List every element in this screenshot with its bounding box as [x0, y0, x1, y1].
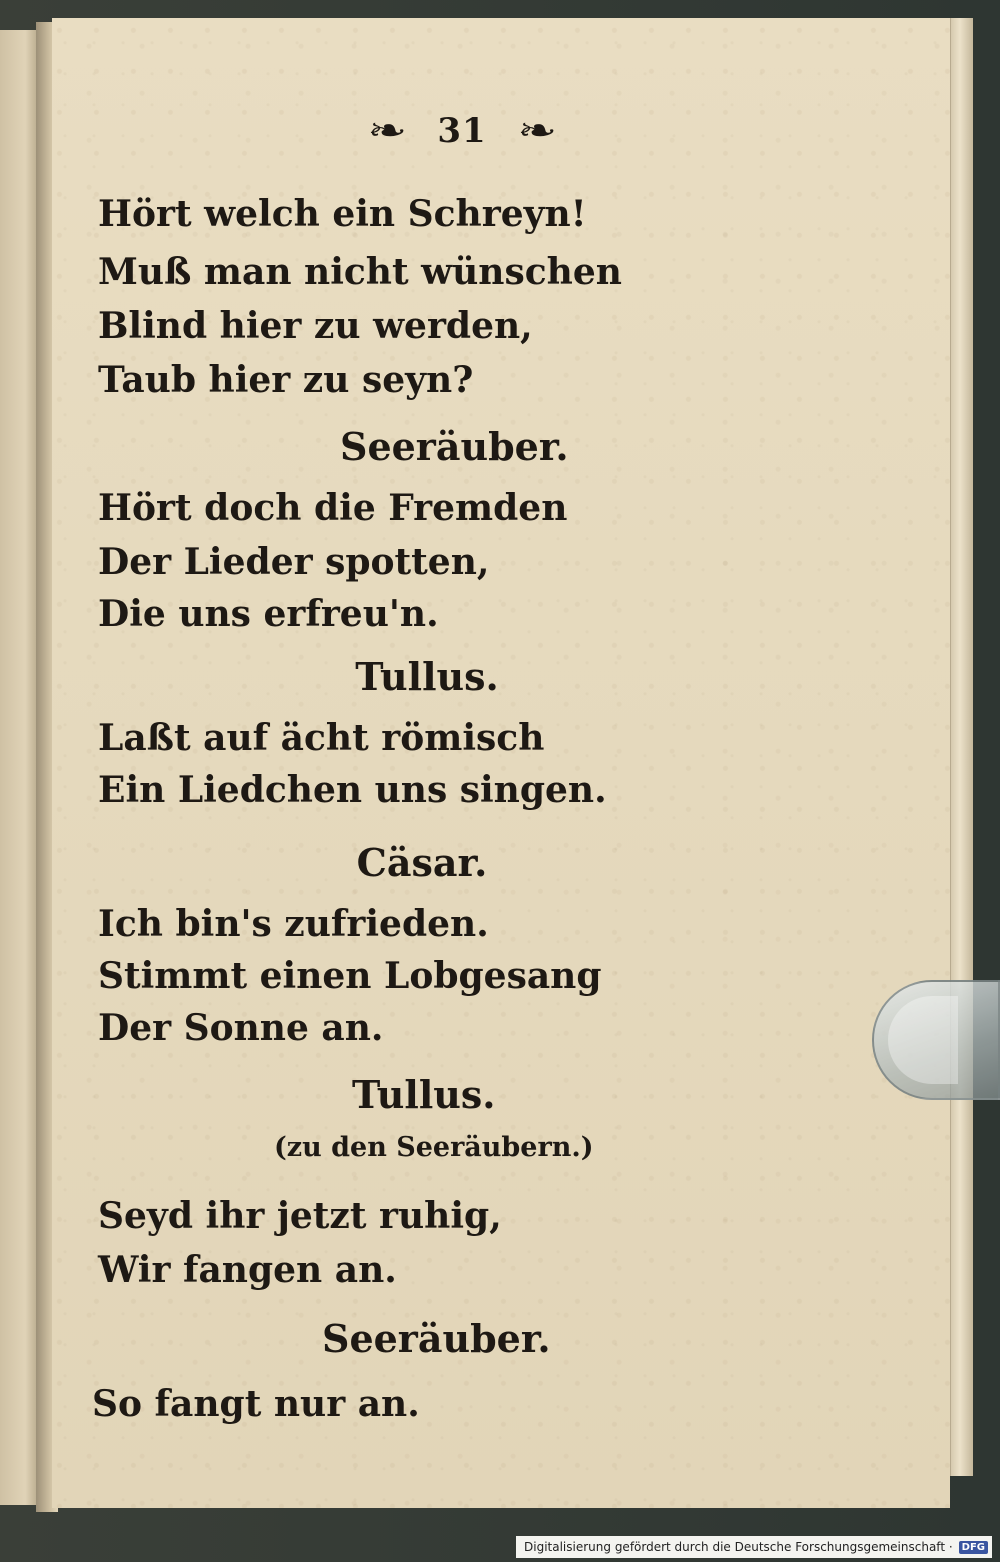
page-fore-edge [950, 18, 973, 1476]
credit-text: Digitalisierung gefördert durch die Deutsche Forschungsgemeinschaft · [524, 1540, 953, 1554]
verse-line: Laßt auf ächt römisch [98, 717, 545, 759]
digitization-credit [516, 1536, 992, 1558]
verse-line: Hört welch ein Schreyn! [98, 193, 587, 235]
book-page [52, 18, 950, 1508]
verse-line: Blind hier zu werden, [98, 305, 533, 347]
ornament-left-icon: ❧ [367, 111, 408, 151]
left-page-edge [0, 30, 38, 1505]
page-content [52, 18, 950, 1508]
page-number: 31 [437, 111, 487, 151]
verse-line: Ein Liedchen uns singen. [98, 769, 607, 811]
speaker-name: Seeräuber. [340, 424, 569, 469]
verse-line: Der Sonne an. [98, 1007, 384, 1049]
ornament-right-icon: ❧ [516, 111, 557, 151]
verse-line: Der Lieder spotten, [98, 541, 490, 583]
speaker-name: Tullus. [355, 654, 499, 699]
verse-line: Muß man nicht wünschen [98, 251, 622, 293]
verse-line: Wir fangen an. [98, 1249, 397, 1291]
verse-line: Taub hier zu seyn? [98, 359, 474, 401]
verse-line: Stimmt einen Lobgesang [98, 955, 602, 997]
verse-line: Seyd ihr jetzt ruhig, [98, 1195, 502, 1237]
page-clip-icon [872, 980, 1000, 1100]
verse-line: So fangt nur an. [92, 1383, 420, 1425]
clip-highlight [888, 996, 958, 1084]
verse-line: Die uns erfreu'n. [98, 593, 439, 635]
page-header [312, 106, 612, 156]
verse-line: Hört doch die Fremden [98, 487, 568, 529]
speaker-name: Tullus. [352, 1072, 496, 1117]
speaker-name: Cäsar. [356, 840, 488, 885]
stage-direction: (zu den Seeräubern.) [274, 1132, 594, 1163]
speaker-name: Seeräuber. [322, 1316, 551, 1361]
dfg-logo-icon: DFG [959, 1541, 988, 1554]
verse-line: Ich bin's zufrieden. [98, 903, 489, 945]
